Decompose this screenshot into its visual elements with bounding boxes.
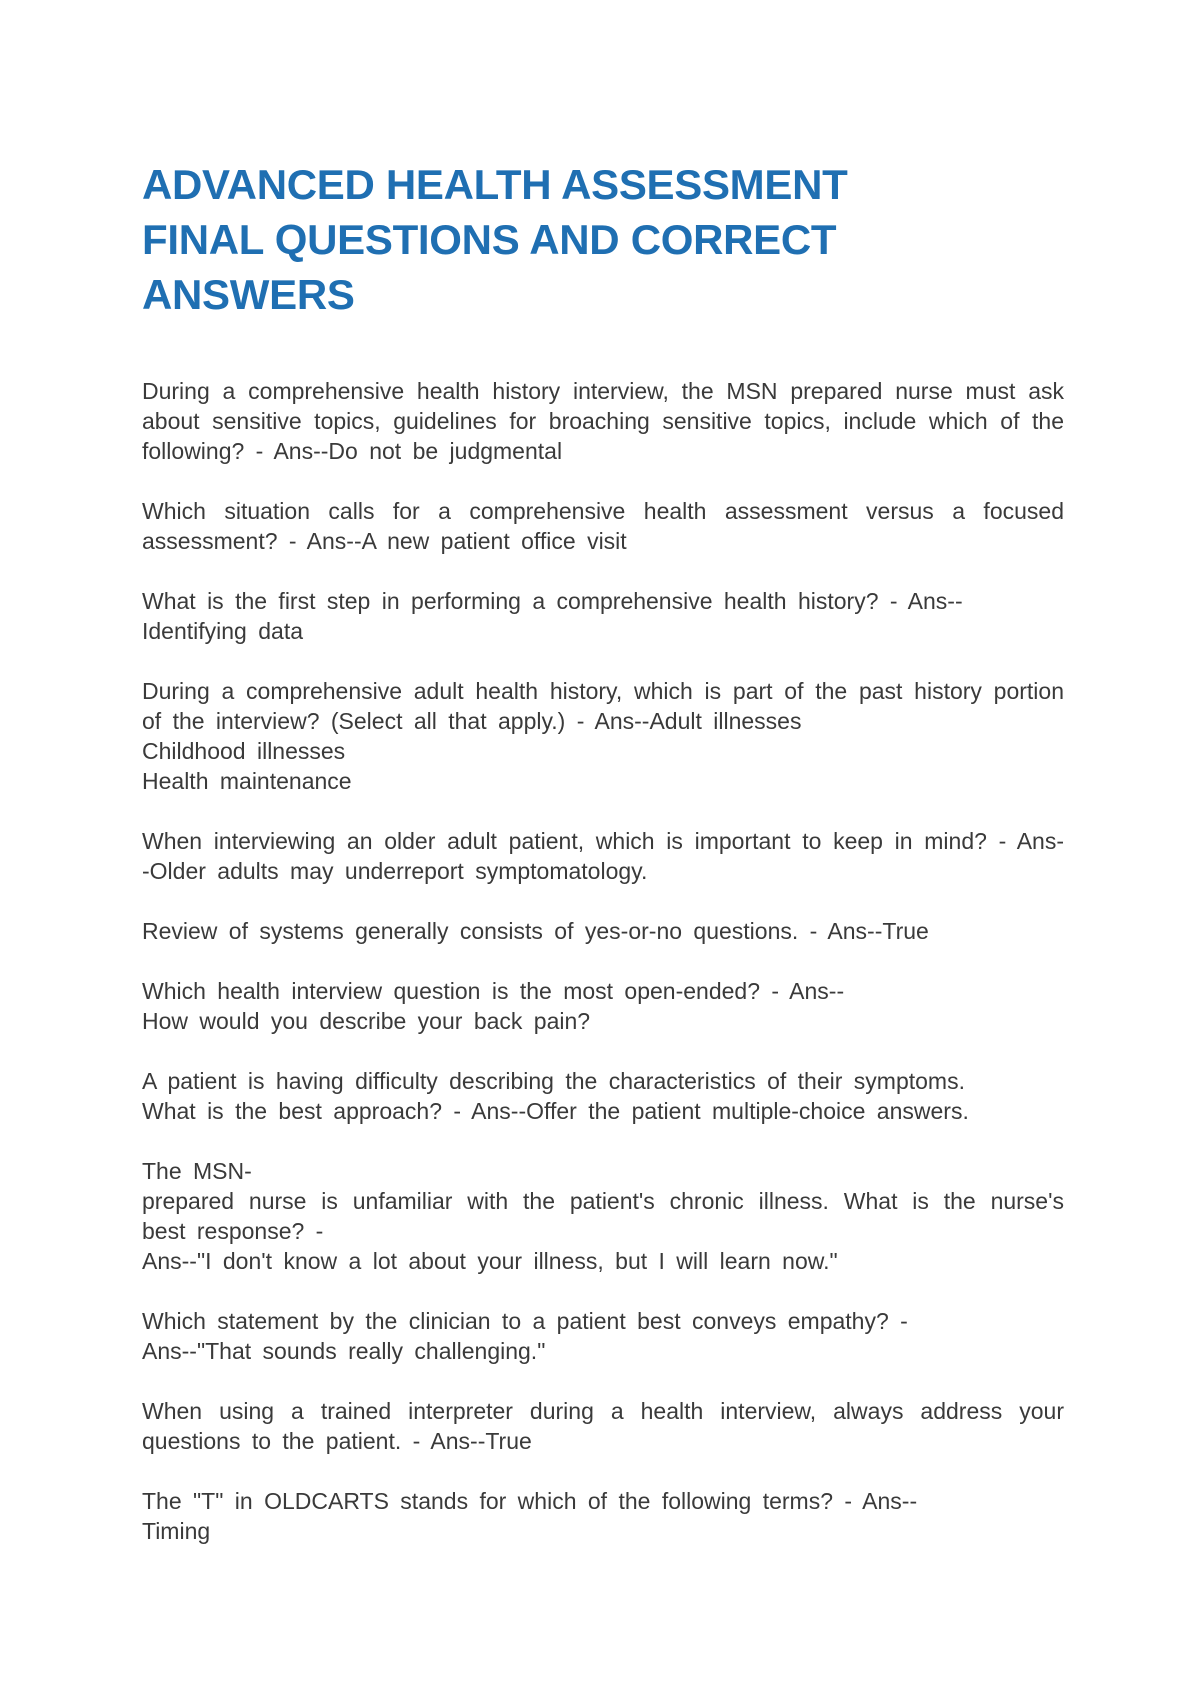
- qa-item: [142, 826, 1064, 886]
- qa-text: The "T" in OLDCARTS stands for which of the following terms? - Ans-- Timing: [142, 1488, 918, 1544]
- qa-item: [142, 376, 1064, 466]
- qa-text: What is the first step in performing a comprehensive health history? - Ans-- Identifying data: [142, 588, 963, 644]
- qa-text: The MSN- prepared nurse is unfamiliar with the patient's chronic illness. What is the nurse's best response? - Ans--"I don't know a lot about your illness, but I will learn now.": [142, 1158, 1064, 1274]
- qa-text: When using a trained interpreter during a health interview, always address your questions to the patient. - Ans--True: [142, 1398, 1064, 1454]
- qa-list: [142, 376, 1064, 1546]
- qa-item: [142, 586, 1064, 646]
- qa-item: [142, 1396, 1064, 1456]
- document-page: [142, 157, 1064, 1576]
- qa-item: [142, 496, 1064, 556]
- document-title: ADVANCED HEALTH ASSESSMENT FINAL QUESTIONS AND CORRECT ANSWERS: [142, 161, 848, 318]
- qa-text: A patient is having difficulty describing the characteristics of their symptoms. What is the best approach? - Ans--Offer the patient multiple-choice answers.: [142, 1068, 969, 1124]
- qa-text: Which health interview question is the most open-ended? - Ans-- How would you describe your back pain?: [142, 978, 845, 1034]
- qa-item: [142, 916, 1064, 946]
- qa-item: [142, 1486, 1064, 1546]
- qa-text: During a comprehensive adult health history, which is part of the past history portion of the interview? (Select all that apply.) - Ans--Adult illnesses Childhood illnesses Health maintenance: [142, 678, 1064, 794]
- qa-item: [142, 1066, 1064, 1126]
- qa-item: [142, 976, 1064, 1036]
- qa-text: During a comprehensive health history interview, the MSN prepared nurse must ask about sensitive topics, guidelines for broaching sensitive topics, include which of the following? - Ans--Do not be judgmental: [142, 378, 1064, 464]
- qa-text: Review of systems generally consists of yes-or-no questions. - Ans--True: [142, 918, 929, 944]
- qa-item: [142, 676, 1064, 796]
- qa-text: When interviewing an older adult patient, which is important to keep in mind? - Ans--Older adults may underreport symptomatology.: [142, 828, 1064, 884]
- qa-text: Which statement by the clinician to a patient best conveys empathy? - Ans--"That sounds really challenging.": [142, 1308, 908, 1364]
- qa-item: [142, 1156, 1064, 1276]
- qa-text: Which situation calls for a comprehensive health assessment versus a focused assessment? - Ans--A new patient office visit: [142, 498, 1064, 554]
- qa-item: [142, 1306, 1064, 1366]
